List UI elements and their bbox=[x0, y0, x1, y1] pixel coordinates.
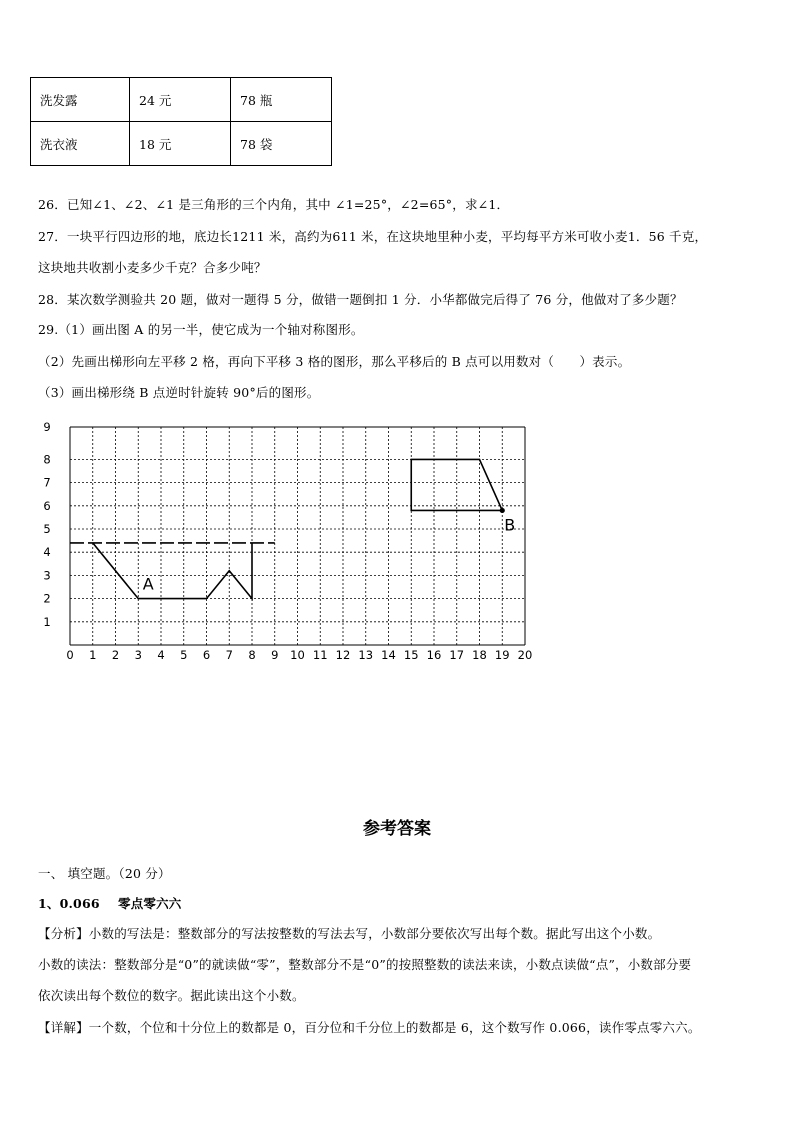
label-b: B bbox=[504, 515, 516, 535]
question-29-part-3: （3）画出梯形绕 B 点逆时针旋转 90°后的图形。 bbox=[38, 385, 320, 400]
x-tick-label: 0 bbox=[66, 648, 74, 662]
x-tick-label: 3 bbox=[134, 648, 142, 662]
answer-section-heading: 一、 填空题。（20 分） bbox=[38, 866, 171, 881]
question-27-line-2: 这块地共收割小麦多少千克？合多少吨？ bbox=[38, 260, 267, 275]
answer-reading-line-1: 小数的读法：整数部分是“0”的就读做“零”，整数部分不是“0”的按照整数的读法来读，小数点读做“点”，小数部分要 bbox=[38, 957, 692, 972]
y-tick-label: 7 bbox=[43, 475, 51, 490]
y-tick-label: 9 bbox=[43, 420, 51, 434]
question-29-part-1: 29.（1）画出图 A 的另一半，使它成为一个轴对称图形。 bbox=[38, 322, 364, 337]
table-cell: 24 元 bbox=[130, 78, 231, 122]
x-tick-label: 5 bbox=[180, 648, 188, 662]
point-b-marker bbox=[500, 508, 505, 513]
answer-item-1-number: 1、0.066 bbox=[38, 896, 100, 911]
answer-item-1-value: 零点零六六 bbox=[118, 896, 182, 911]
answer-analysis: 【分析】小数的写法是：整数部分的写法按整数的写法去写，小数部分要依次写出每个数。据此写出这个小数。 bbox=[38, 926, 661, 941]
y-tick-label: 1 bbox=[43, 614, 51, 629]
y-tick-label: 5 bbox=[43, 522, 51, 536]
x-tick-label: 18 bbox=[472, 648, 487, 662]
x-tick-label: 4 bbox=[157, 648, 165, 662]
question-29-part-2: （2）先画出梯形向左平移 2 格，再向下平移 3 格的图形，那么平移后的 B 点可以用数对（ ）表示。 bbox=[38, 354, 631, 369]
shape-a-half bbox=[70, 543, 275, 599]
y-tick-label: 6 bbox=[43, 498, 51, 513]
x-tick-label: 11 bbox=[312, 648, 328, 662]
x-tick-label: 20 bbox=[517, 648, 533, 662]
answer-detail: 【详解】一个数，个位和十分位上的数都是 0，百分位和千分位上的数都是 6，这个数写作 0.066，读作零点零六六。 bbox=[38, 1020, 701, 1035]
x-tick-label: 19 bbox=[494, 648, 510, 662]
x-tick-label: 17 bbox=[449, 648, 465, 662]
x-tick-label: 9 bbox=[271, 648, 279, 662]
x-tick-label: 10 bbox=[290, 648, 305, 662]
table-cell: 洗发露 bbox=[31, 78, 130, 122]
answer-reading-line-2: 依次读出每个数位的数字。据此读出这个小数。 bbox=[38, 988, 305, 1003]
label-a: A bbox=[142, 574, 154, 594]
table-cell: 洗衣液 bbox=[31, 122, 130, 166]
y-tick-label: 8 bbox=[43, 452, 51, 467]
question-28: 28．某次数学测验共 20 题，做对一题得 5 分，做错一题倒扣 1 分．小华都做完后得了 76 分，他做对了多少题？ bbox=[38, 292, 683, 307]
x-tick-label: 2 bbox=[111, 648, 120, 662]
answer-title: 参考答案 bbox=[363, 819, 431, 839]
table-cell: 78 瓶 bbox=[231, 78, 332, 122]
question-26: 26．已知∠1、∠2、∠1 是三角形的三个内角，其中 ∠1=25°，∠2=65°，求∠1． bbox=[38, 197, 510, 212]
x-tick-label: 15 bbox=[403, 648, 419, 662]
y-tick-label: 2 bbox=[43, 591, 51, 606]
x-tick-label: 12 bbox=[335, 648, 351, 662]
y-tick-label: 3 bbox=[43, 568, 51, 583]
x-tick-label: 14 bbox=[381, 648, 396, 662]
x-tick-label: 16 bbox=[426, 648, 442, 662]
y-tick-label: 4 bbox=[43, 545, 51, 560]
question-27-line-1: 27．一块平行四边形的地，底边长1211 米，高约为611 米，在这块地里种小麦，平均每平方米可收小麦1．56 千克， bbox=[38, 229, 708, 244]
axis-labels bbox=[43, 420, 532, 662]
x-tick-label: 7 bbox=[225, 648, 233, 662]
x-tick-label: 8 bbox=[248, 648, 256, 662]
table-cell: 18 元 bbox=[130, 122, 231, 166]
x-tick-label: 13 bbox=[358, 648, 374, 662]
x-tick-label: 6 bbox=[202, 648, 211, 662]
x-tick-label: 1 bbox=[89, 648, 97, 662]
table-cell: 78 袋 bbox=[231, 122, 332, 166]
